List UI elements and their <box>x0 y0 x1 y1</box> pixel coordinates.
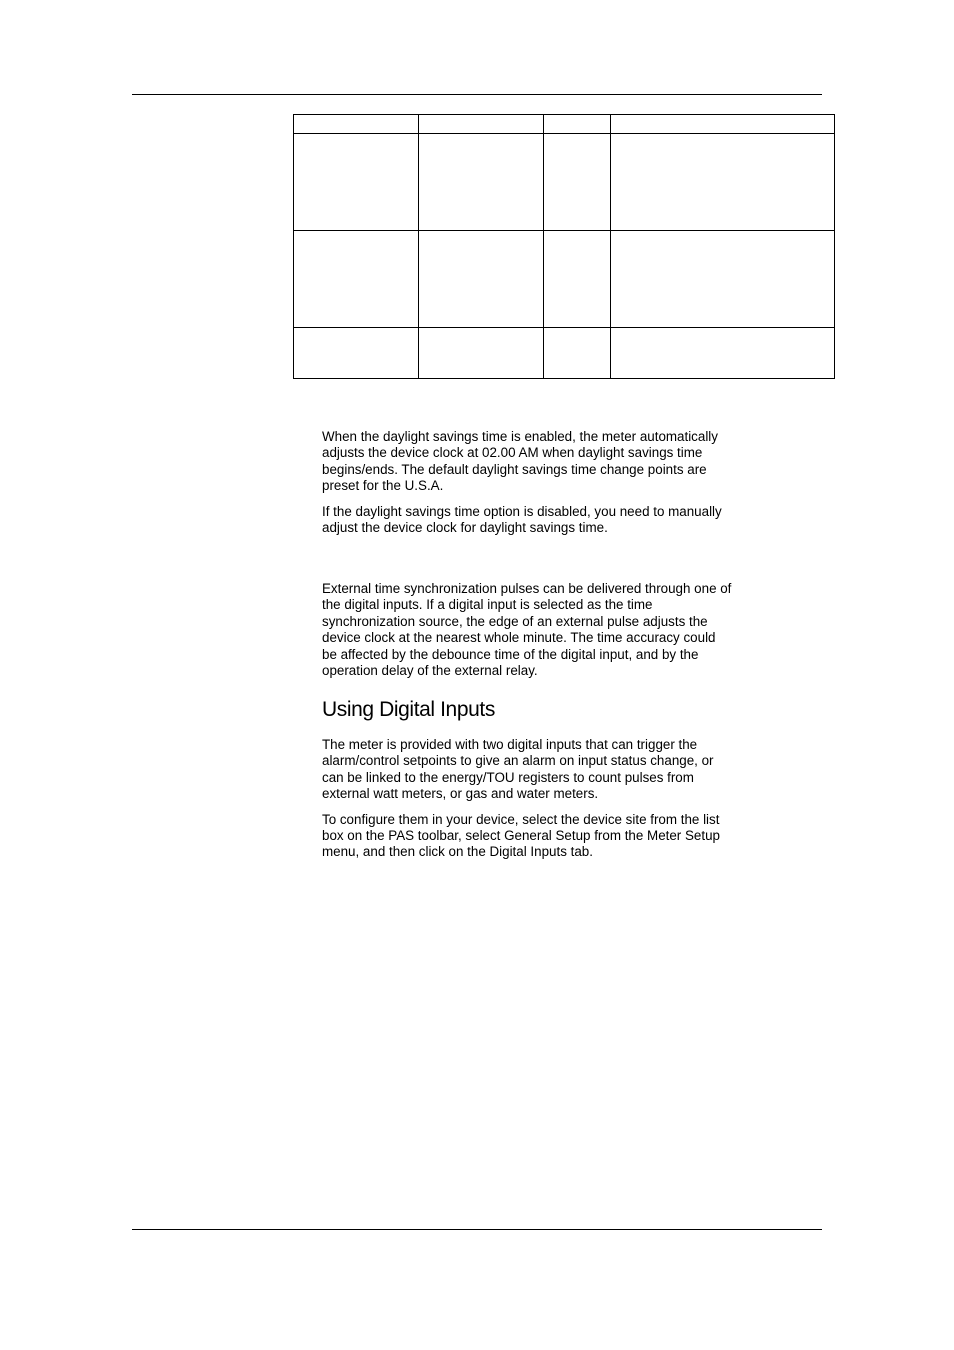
table-cell <box>611 134 835 231</box>
table-row <box>294 134 835 231</box>
table-cell <box>544 115 611 134</box>
dst-section <box>322 429 732 536</box>
digital-inputs-paragraph: To configure them in your device, select the device site from the list box on the PAS toolbar, select General Setup from the Meter Setup menu, and then click on the Digital Inputs tab. <box>322 811 720 860</box>
sync-section <box>322 581 732 679</box>
settings-table <box>293 114 835 379</box>
footer-rule <box>132 1229 822 1230</box>
section-heading: Using Digital Inputs <box>322 698 495 721</box>
table-cell <box>419 231 544 328</box>
table-cell <box>294 115 419 134</box>
table-cell <box>611 115 835 134</box>
digital-inputs-paragraph: The meter is provided with two digital inputs that can trigger the alarm/control setpoints to give an alarm on input status change, or can be linked to the energy/TOU registers to count pulses from external watt meters, or gas and water meters. <box>322 737 714 802</box>
table-cell <box>544 328 611 379</box>
table-cell <box>294 231 419 328</box>
table-header-row <box>294 115 835 134</box>
table-row <box>294 328 835 379</box>
table-cell <box>544 231 611 328</box>
table-cell <box>294 328 419 379</box>
table-cell <box>419 115 544 134</box>
header-rule <box>132 94 822 95</box>
table-cell <box>611 328 835 379</box>
table-cell <box>544 134 611 231</box>
dst-paragraph: When the daylight savings time is enabled, the meter automatically adjusts the device clock at 02.00 AM when daylight savings time begins/ends. The default daylight savings time change points are preset for the U.S.A. <box>322 429 718 494</box>
dst-paragraph: If the daylight savings time option is disabled, you need to manually adjust the device clock for daylight savings time. <box>322 503 722 536</box>
table-cell <box>294 134 419 231</box>
table-cell <box>419 134 544 231</box>
table-cell <box>611 231 835 328</box>
digital-inputs-section <box>322 737 732 861</box>
table-row <box>294 231 835 328</box>
table-cell <box>419 328 544 379</box>
sync-paragraph: External time synchronization pulses can be delivered through one of the digital inputs. If a digital input is selected as the time synchronization source, the edge of an external pulse adjusts the device clock at the nearest whole minute. The time accuracy could be affected by the debounce time of the digital input, and by the operation delay of the external relay. <box>322 581 732 679</box>
